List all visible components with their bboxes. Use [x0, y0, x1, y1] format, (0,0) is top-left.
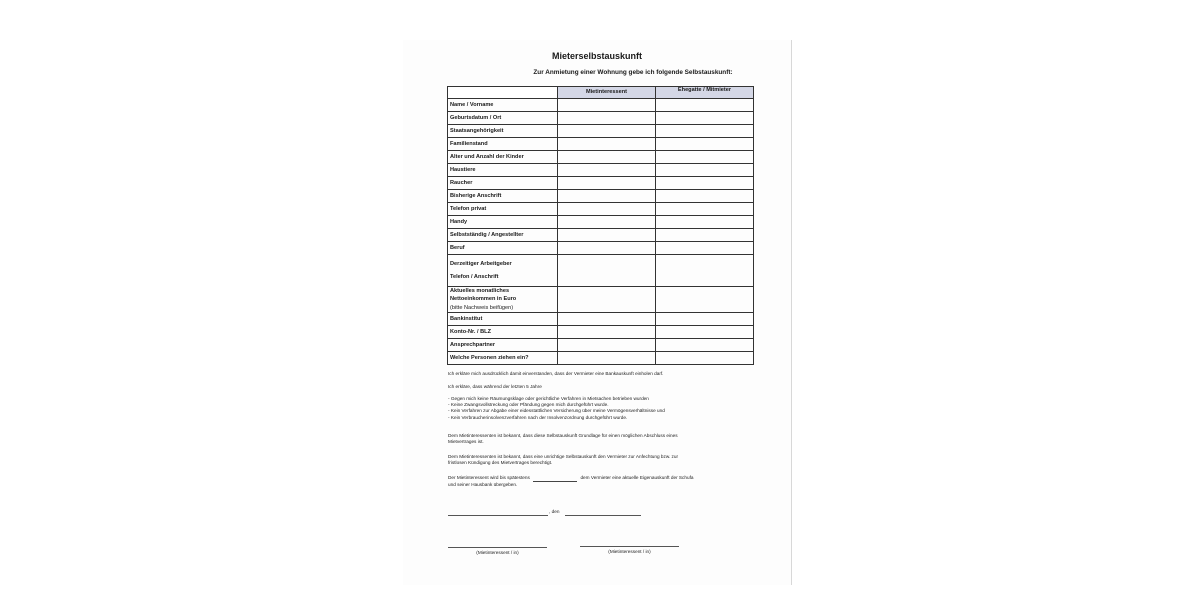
- applicant-field[interactable]: [558, 112, 656, 125]
- table-row: [448, 229, 754, 242]
- table-row: [448, 326, 754, 339]
- paragraph-text: Der Mietinteressent wird bis spätestens: [448, 475, 530, 480]
- col-header-applicant: Mietinteressent: [558, 87, 656, 99]
- spouse-field[interactable]: [656, 190, 754, 203]
- row-label: Staatsangehörigkeit: [448, 125, 558, 138]
- table-row: [448, 203, 754, 216]
- applicant-field[interactable]: [558, 287, 656, 313]
- applicant-field[interactable]: [558, 99, 656, 112]
- applicant-signature-line[interactable]: [448, 547, 547, 548]
- spouse-field[interactable]: [656, 229, 754, 242]
- row-label-line: Aktuelles monatliches: [450, 287, 510, 294]
- paragraph-line: [448, 475, 748, 482]
- list-item: - Keine Zwangsvollstreckung oder Pfändung gegen mich durchgeführt wurde.: [448, 402, 609, 408]
- spouse-field[interactable]: [656, 255, 754, 287]
- table-row: [448, 242, 754, 255]
- applicant-field[interactable]: [558, 138, 656, 151]
- spouse-field[interactable]: [656, 242, 754, 255]
- row-label: [448, 255, 558, 287]
- header-row: [448, 87, 754, 99]
- col-header-spouse: Ehegatte / Mitmieter: [656, 87, 754, 99]
- table-row: [448, 99, 754, 112]
- spouse-field[interactable]: [656, 203, 754, 216]
- paragraph-line: Dem Mietinteressenten ist bekannt, dass eine unrichtige Selbstauskunft den Vermieter zur Anfechtung bzw. zur: [448, 454, 679, 459]
- spouse-field[interactable]: [656, 99, 754, 112]
- applicant-field[interactable]: [558, 255, 656, 287]
- applicant-field[interactable]: [558, 216, 656, 229]
- applicant-field[interactable]: [558, 151, 656, 164]
- basis-paragraph: [448, 433, 748, 445]
- paragraph-line: fristlosen Kündigung des Mietvertrages berechtigt.: [448, 460, 553, 466]
- list-item: - Kein Verbraucherinsolvenzverfahren nach der Insolvenzordnung durchgeführt wurde.: [448, 414, 628, 420]
- declaration-list: [448, 396, 748, 421]
- schufa-paragraph: [448, 475, 748, 488]
- spouse-field[interactable]: [656, 287, 754, 313]
- co-applicant-signature-label: (Mietinteressent / in): [608, 549, 651, 554]
- row-label: Telefon privat: [448, 203, 558, 216]
- row-label: Haustiere: [448, 164, 558, 177]
- table-row: [448, 125, 754, 138]
- applicant-field[interactable]: [558, 339, 656, 352]
- table-row: [448, 287, 754, 313]
- spouse-field[interactable]: [656, 151, 754, 164]
- table-row: [448, 255, 754, 287]
- spouse-field[interactable]: [656, 138, 754, 151]
- paragraph-line: und seiner Hausbank übergeben.: [448, 482, 518, 488]
- list-item: - Kein Verfahren zur Abgabe einer eidesstattlichen Versicherung über meine Vermögensverhältnisse und: [448, 408, 665, 414]
- table-row: [448, 190, 754, 203]
- row-label: Ansprechpartner: [448, 339, 558, 352]
- row-label: Raucher: [448, 177, 558, 190]
- paragraph-line: Dem Mietinteressenten ist bekannt, dass diese Selbstauskunft Grundlage für einen möglichen Abschluss eines: [448, 433, 678, 438]
- spouse-field[interactable]: [656, 313, 754, 326]
- row-label: Selbstständig / Angestellter: [448, 229, 558, 242]
- date-separator: , den: [549, 509, 560, 514]
- row-label: Welche Personen ziehen ein?: [448, 352, 558, 365]
- table-row: [448, 151, 754, 164]
- place-signature-line[interactable]: [448, 515, 548, 516]
- applicant-form-table: [447, 86, 754, 365]
- paragraph-line: Mietvertrages ist.: [448, 439, 484, 445]
- table-row: [448, 339, 754, 352]
- consent-paragraph: Ich erkläre mich ausdrücklich damit einverstanden, dass der Vermieter eine Bankauskunft einholen darf.: [448, 371, 664, 376]
- document-title: Mieterselbstauskunft: [551, 51, 643, 61]
- declaration-intro: Ich erkläre, dass während der letzten 5 Jahre: [448, 384, 542, 389]
- row-label: Alter und Anzahl der Kinder: [448, 151, 558, 164]
- applicant-signature-label: (Mietinteressent / in): [476, 550, 519, 555]
- applicant-field[interactable]: [558, 229, 656, 242]
- row-label: Geburtsdatum / Ort: [448, 112, 558, 125]
- table-row: [448, 216, 754, 229]
- applicant-field[interactable]: [558, 326, 656, 339]
- spouse-field[interactable]: [656, 326, 754, 339]
- spouse-field[interactable]: [656, 216, 754, 229]
- document-subtitle: Zur Anmietung einer Wohnung gebe ich folgende Selbstauskunft:: [533, 69, 733, 76]
- applicant-field[interactable]: [558, 125, 656, 138]
- row-label: Name / Vorname: [448, 99, 558, 112]
- table-row: [448, 313, 754, 326]
- spouse-field[interactable]: [656, 125, 754, 138]
- spouse-field[interactable]: [656, 352, 754, 365]
- applicant-field[interactable]: [558, 313, 656, 326]
- date-signature-line[interactable]: [565, 515, 641, 516]
- list-item: - Gegen mich keine Räumungsklage oder gerichtliche Verfahren in Mietsachen betrieben wurden: [448, 396, 649, 401]
- row-label: Beruf: [448, 242, 558, 255]
- header-blank-cell: [448, 87, 558, 99]
- row-label: Bankinstitut: [448, 313, 558, 326]
- table-row: [448, 112, 754, 125]
- table-row: [448, 164, 754, 177]
- spouse-field[interactable]: [656, 177, 754, 190]
- applicant-field[interactable]: [558, 177, 656, 190]
- document-page: [403, 40, 792, 585]
- row-label: Konto-Nr. / BLZ: [448, 326, 558, 339]
- spouse-field[interactable]: [656, 164, 754, 177]
- applicant-field[interactable]: [558, 190, 656, 203]
- paragraph-text: dem Vermieter eine aktuelle Eigenauskunft der Schufa: [580, 475, 694, 480]
- row-label-line: Derzeitiger Arbeitgeber: [450, 261, 512, 268]
- applicant-field[interactable]: [558, 164, 656, 177]
- spouse-field[interactable]: [656, 112, 754, 125]
- applicant-field[interactable]: [558, 352, 656, 365]
- termination-paragraph: [448, 454, 748, 466]
- applicant-field[interactable]: [558, 242, 656, 255]
- table-row: [448, 138, 754, 151]
- spouse-field[interactable]: [656, 339, 754, 352]
- row-label: Familienstand: [448, 138, 558, 151]
- table-row: [448, 177, 754, 190]
- row-label: [448, 287, 558, 313]
- table-row: [448, 352, 754, 365]
- deadline-blank-field[interactable]: [533, 475, 577, 482]
- row-label-line: Telefon / Anschrift: [450, 273, 499, 280]
- row-label: Bisherige Anschrift: [448, 190, 558, 203]
- co-applicant-signature-line[interactable]: [580, 546, 679, 547]
- row-label: Handy: [448, 216, 558, 229]
- applicant-field[interactable]: [558, 203, 656, 216]
- row-label-note: (bitte Nachweis beifügen): [450, 304, 514, 311]
- row-label-line: Nettoeinkommen in Euro: [450, 296, 517, 303]
